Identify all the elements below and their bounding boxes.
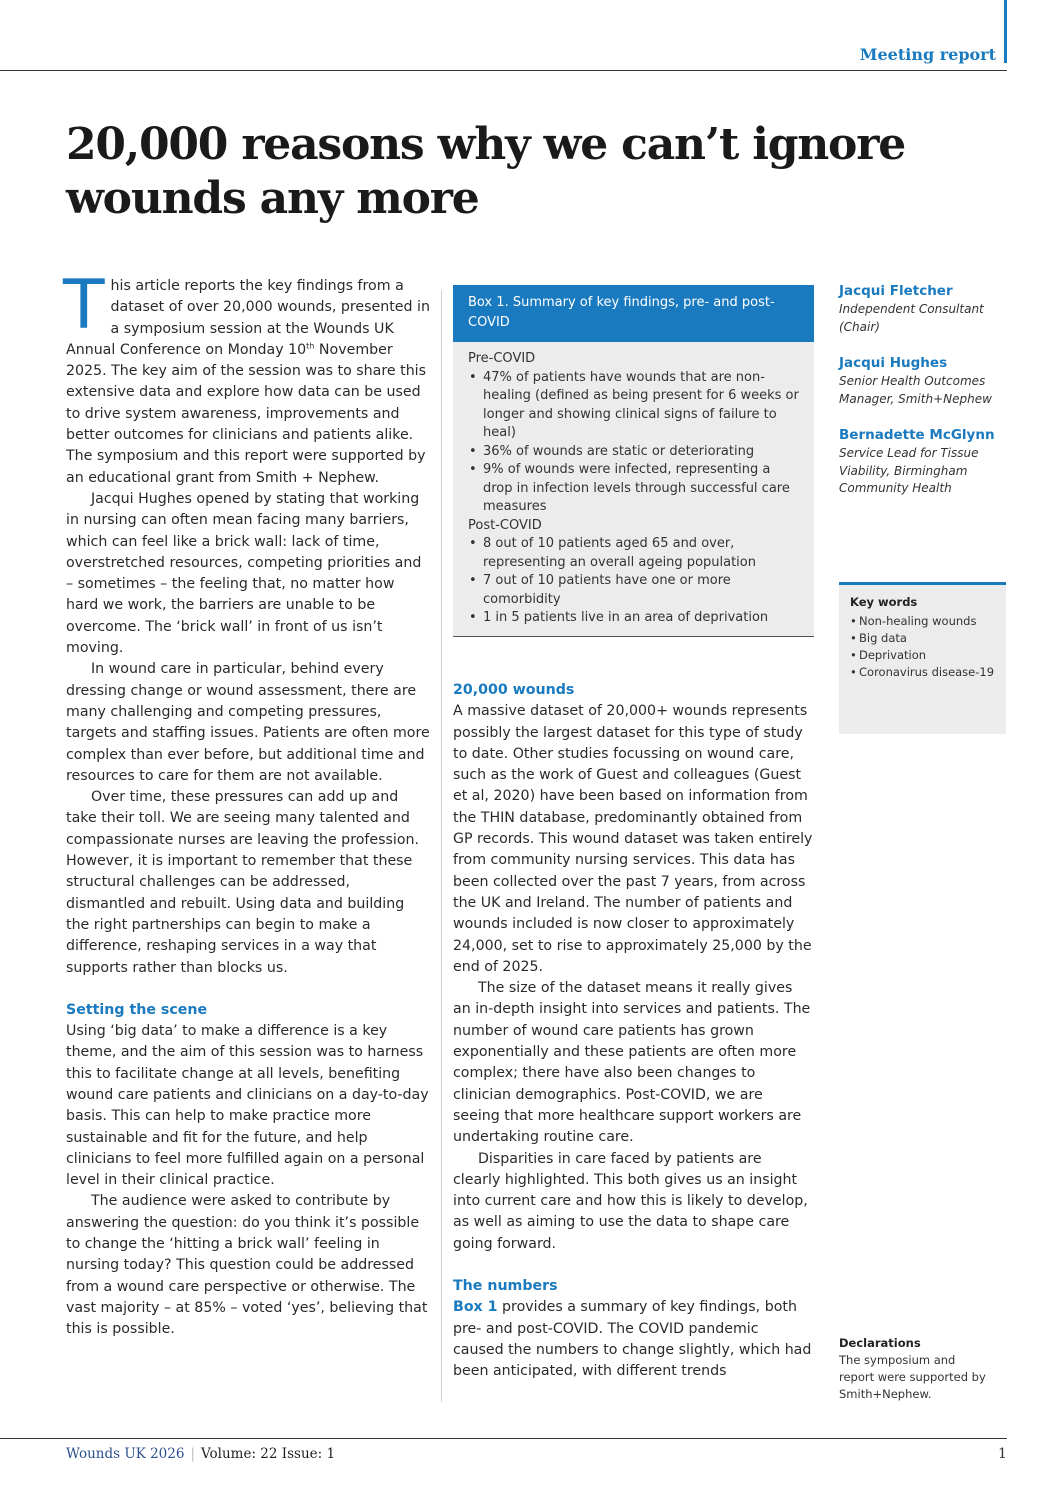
column-divider	[441, 290, 442, 1402]
keyword-item: • Non-healing wounds	[850, 613, 1006, 630]
footer-volume: Volume: 22 Issue: 1	[201, 1446, 336, 1462]
author-name: Jacqui Fletcher	[839, 283, 953, 299]
body-paragraph: The audience were asked to contribute by answering the question: do you think it’s possible to change the ‘hitting a brick wall’ feeling in nursing today? This question could be addressed from a wound care perspective or otherwise. The vast majority – at 85% – voted ‘yes’, believing that this is possible.	[66, 1193, 428, 1338]
footer-rule	[0, 1438, 1007, 1439]
box1-title: Box 1. Summary of key findings, pre- and post-COVID	[453, 285, 814, 342]
body-paragraph: Over time, these pressures can add up and take their toll. We are seeing many talented and compassionate nurses are leaving the profession. However, it is important to remember that these structural challenges can be addressed, dismantled and rebuilt. Using data and building the right partnerships can begin to make a difference, reshaping services in a way that supports rather than blocks us.	[66, 789, 420, 976]
box1-reference-link[interactable]: Box 1	[453, 1299, 498, 1316]
keyword-item: • Deprivation	[850, 647, 1006, 664]
header-rule	[0, 70, 1007, 71]
body-paragraph: Box 1 provides a summary of key findings, both pre- and post-COVID. The COVID pandemic caused the numbers to change slightly, which had been anticipated, with different trends	[453, 1299, 812, 1380]
body-paragraph: Jacqui Hughes opened by stating that working in nursing can often mean facing many barriers, which can feel like a brick wall: lack of time, overstretched resources, competing priorities and – sometimes – the feeling that, no matter how hard we work, the barriers are unable to be overcome. The ‘brick wall’ in front of us isn’t moving.	[66, 490, 422, 657]
section-heading-setting-the-scene: Setting the scene	[66, 1001, 208, 1018]
declarations-title: Declarations	[839, 1336, 921, 1350]
keywords-box	[839, 582, 1006, 734]
header-accent-bar	[1004, 0, 1007, 63]
page-number: 1	[998, 1446, 1007, 1462]
list-item: • 8 out of 10 patients aged 65 and over, representing an overall ageing population	[468, 535, 800, 572]
author-entry	[839, 425, 1014, 498]
body-paragraph: A massive dataset of 20,000+ wounds represents possibly the largest dataset for this type of study to date. Other studies focussing on wound care, such as the work of Guest and colleagues (Guest et al, 2020) have been based on information from the THIN database, predominantly obtained from GP records. This wound dataset was taken entirely from community nursing services. This data has been collected over the past 7 years, from across the UK and Ireland. The number of patients and wounds included is now closer to approximately 24,000, set to rise to approximately 25,000 by the end of 2025.	[453, 703, 813, 975]
list-item: • 7 out of 10 patients have one or more comorbidity	[468, 572, 800, 609]
keywords-title: Key words	[850, 595, 918, 609]
section-heading-the-numbers: The numbers	[453, 1278, 558, 1295]
box1-pre-covid-list	[468, 369, 800, 517]
drop-cap: T	[63, 266, 105, 345]
author-entry	[839, 353, 1014, 408]
body-paragraph: The size of the dataset means it really gives an in-depth insight into services and patients. The number of wound care patients has grown exponentially and these patients are often more complex; there have also been changes to clinician demographics. Post-COVID, we are seeing that more healthcare support workers are undertaking routine care.	[453, 980, 811, 1146]
body-paragraph: Disparities in care faced by patients are clearly highlighted. This both gives us an insight into current care and how this is likely to develop, as well as aiming to use the data to shape care going forward.	[453, 1150, 808, 1252]
keywords-list	[839, 613, 1006, 681]
footer-separator: |	[190, 1446, 196, 1462]
list-item: • 1 in 5 patients live in an area of deprivation	[468, 609, 800, 628]
box1-key-findings	[453, 285, 814, 637]
body-paragraph: Using ‘big data’ to make a difference is a key theme, and the aim of this session was to harness this to facilitate change at all levels, benefiting wound care patients and clinicians on a day-to-day basis. This can help to make practice more sustainable and fit for the future, and help clinicians to feel more fulfilled again on a personal level in their clinical practice.	[66, 1023, 429, 1189]
author-role: Service Lead for Tissue Viability, Birmingham Community Health	[839, 446, 979, 495]
section-heading-20000-wounds: 20,000 wounds	[453, 682, 575, 698]
author-list	[839, 281, 1014, 515]
author-role: Independent Consultant (Chair)	[839, 302, 984, 334]
body-column-2	[453, 680, 813, 1383]
article-title: 20,000 reasons why we can’t ignore wounds any more	[66, 119, 905, 224]
author-name: Jacqui Hughes	[839, 355, 948, 371]
keyword-item: • Coronavirus disease-19	[850, 664, 1006, 681]
declarations-text: The symposium and report were supported by Smith+Nephew.	[839, 1353, 986, 1401]
author-role: Senior Health Outcomes Manager, Smith+Nephew	[839, 374, 992, 406]
list-item: • 9% of wounds were infected, representing a drop in infection levels through successful care measures	[468, 461, 800, 517]
list-item: • 36% of wounds are static or deteriorating	[468, 443, 800, 462]
keyword-item: • Big data	[850, 630, 1006, 647]
list-item: • 47% of patients have wounds that are non-healing (defined as being present for 6 weeks or longer and showing clinical signs of failure to heal)	[468, 369, 800, 443]
body-paragraph: In wound care in particular, behind every dressing change or wound assessment, there are many challenging and competing pressures, targets and staffing issues. Patients are often more complex than ever before, but additional time and resources to care for them are not available.	[66, 661, 430, 784]
box1-post-covid-label: Post-COVID	[468, 517, 542, 533]
footer	[66, 1446, 335, 1462]
section-label: Meeting report	[859, 45, 996, 64]
body-column-1	[63, 266, 430, 1341]
box1-post-covid-list	[468, 535, 800, 628]
intro-paragraph: This article reports the key findings from a dataset of over 20,000 wounds, presented in a symposium session at the Wounds UK Annual Conference on Monday 10th November 2025. The key aim of the session was to share this extensive data and explore how data can be used to drive system awareness, improvements and better outcomes for clinicians and patients alike. The symposium and this report were supported by an educational grant from Smith + Nephew.	[63, 266, 430, 486]
box1-pre-covid-label: Pre-COVID	[468, 351, 536, 366]
author-entry	[839, 281, 1014, 336]
declarations-block	[839, 1335, 989, 1403]
footer-journal: Wounds UK 2026	[66, 1446, 185, 1462]
author-name: Bernadette McGlynn	[839, 427, 995, 443]
